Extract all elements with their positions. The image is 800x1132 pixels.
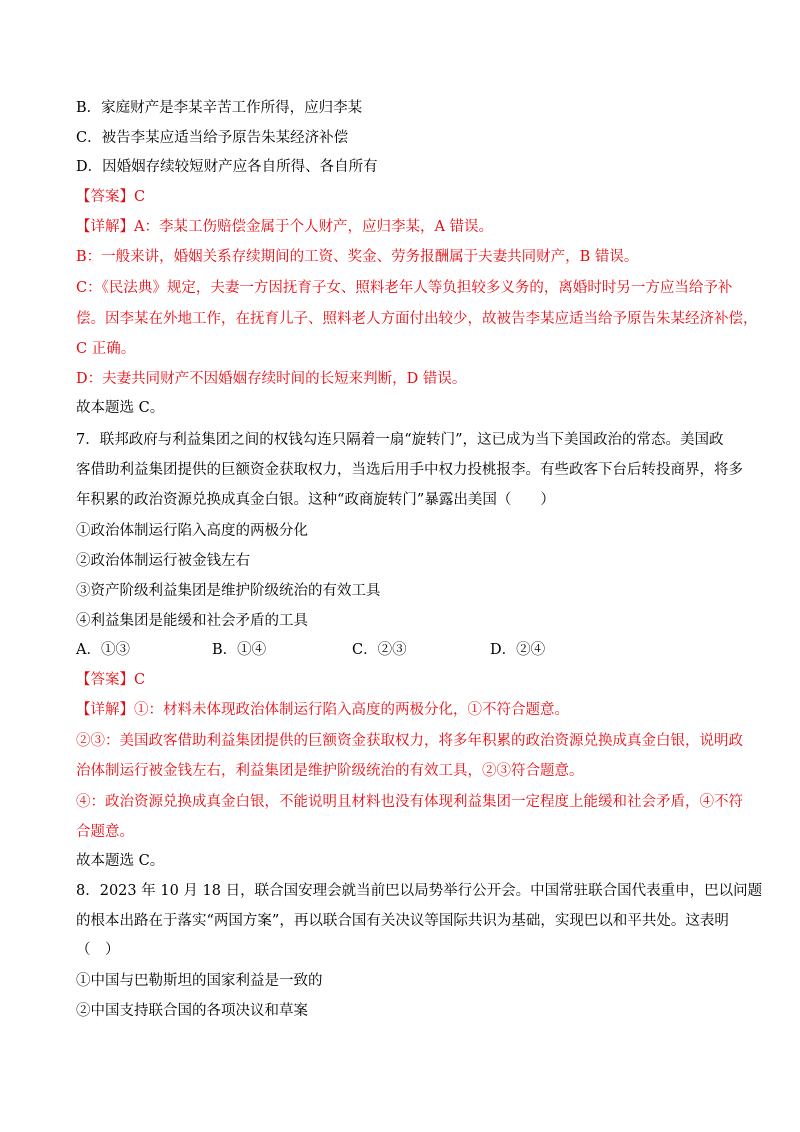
conclusion: 故本题选 C。 — [76, 400, 165, 416]
option-c: C．被告李某应适当给予原告朱某经济补偿 — [76, 130, 349, 146]
question-8-stem: （ ） — [76, 942, 120, 958]
detail-line: 合题意。 — [76, 824, 134, 840]
question-7-item: ①政治体制运行陷入高度的两极分化 — [76, 523, 308, 539]
question-8-item: ②中国支持联合国的各项决议和草案 — [76, 1003, 308, 1019]
option-a: A．①③ — [76, 642, 130, 658]
detail-line: ②③：美国政客借助利益集团提供的巨额资金获取权力，将多年积累的政治资源兑换成真金白银，说明政 — [76, 733, 743, 749]
question-8-stem: 8．2023 年 10 月 18 日，联合国安理会就当前巴以局势举行公开会。中国常驻联合国代表重申，巴以问题 — [76, 883, 763, 899]
detail-line: 【详解】①：材料未体现政治体制运行陷入高度的两极分化，①不符合题意。 — [76, 702, 569, 718]
detail-line: B：一般来讲，婚姻关系存续期间的工资、奖金、劳务报酬属于夫妻共同财产，B 错误。 — [76, 249, 639, 265]
question-8-stem: 的根本出路在于落实“两国方案”，再以联合国有关决议等国际共识为基础，实现巴以和平共处。这表明 — [76, 913, 729, 929]
option-b: B．①④ — [212, 642, 267, 658]
detail-line: C：《民法典》规定，夫妻一方因抚育子女、照料老年人等负担较多义务的，离婚时时另一方应当给予补 — [76, 280, 733, 296]
detail-line: C 正确。 — [76, 341, 136, 357]
detail-line: 偿。因李某在外地工作，在抚育儿子、照料老人方面付出较少，故被告李某应适当给予原告朱某经济补偿， — [76, 311, 758, 327]
question-7-stem: 年积累的政治资源兑换成真金白银。这种“政商旋转门”暴露出美国（ ） — [76, 492, 555, 508]
question-7-item: ②政治体制运行被金钱左右 — [76, 553, 250, 569]
question-7-stem: 7．联邦政府与利益集团之间的权钱勾连只隔着一扇“旋转门”，这已成为当下美国政治的常态。美国政 — [76, 432, 724, 448]
option-d: D．因婚姻存续较短财产应各自所得、各自所有 — [76, 159, 378, 175]
question-7-item: ④利益集团是能缓和社会矛盾的工具 — [76, 613, 308, 629]
question-7-stem: 客借助利益集团提供的巨额资金获取权力，当选后用手中权力投桃报李。有些政客下台后转投商界，将多 — [76, 462, 743, 478]
detail-line: ④：政治资源兑换成真金白银，不能说明且材料也没有体现利益集团一定程度上能缓和社会矛盾，④不符 — [76, 794, 743, 810]
option-b: B．家庭财产是李某辛苦工作所得，应归李某 — [76, 100, 363, 116]
question-8-item: ①中国与巴勒斯坦的国家利益是一致的 — [76, 973, 323, 989]
detail-line: 【详解】A：李某工伤赔偿金属于个人财产，应归李某，A 错误。 — [76, 219, 494, 235]
question-7-item: ③资产阶级利益集团是维护阶级统治的有效工具 — [76, 583, 381, 599]
detail-line: D：夫妻共同财产不因婚姻存续时间的长短来判断，D 错误。 — [76, 371, 467, 387]
answer-label: 【答案】C — [76, 189, 146, 205]
answer-label: 【答案】C — [76, 672, 146, 688]
conclusion: 故本题选 C。 — [76, 853, 165, 869]
option-d: D．②④ — [490, 642, 546, 658]
detail-line: 治体制运行被金钱左右，利益集团是维护阶级统治的有效工具，②③符合题意。 — [76, 763, 584, 779]
option-c: C．②③ — [352, 642, 407, 658]
